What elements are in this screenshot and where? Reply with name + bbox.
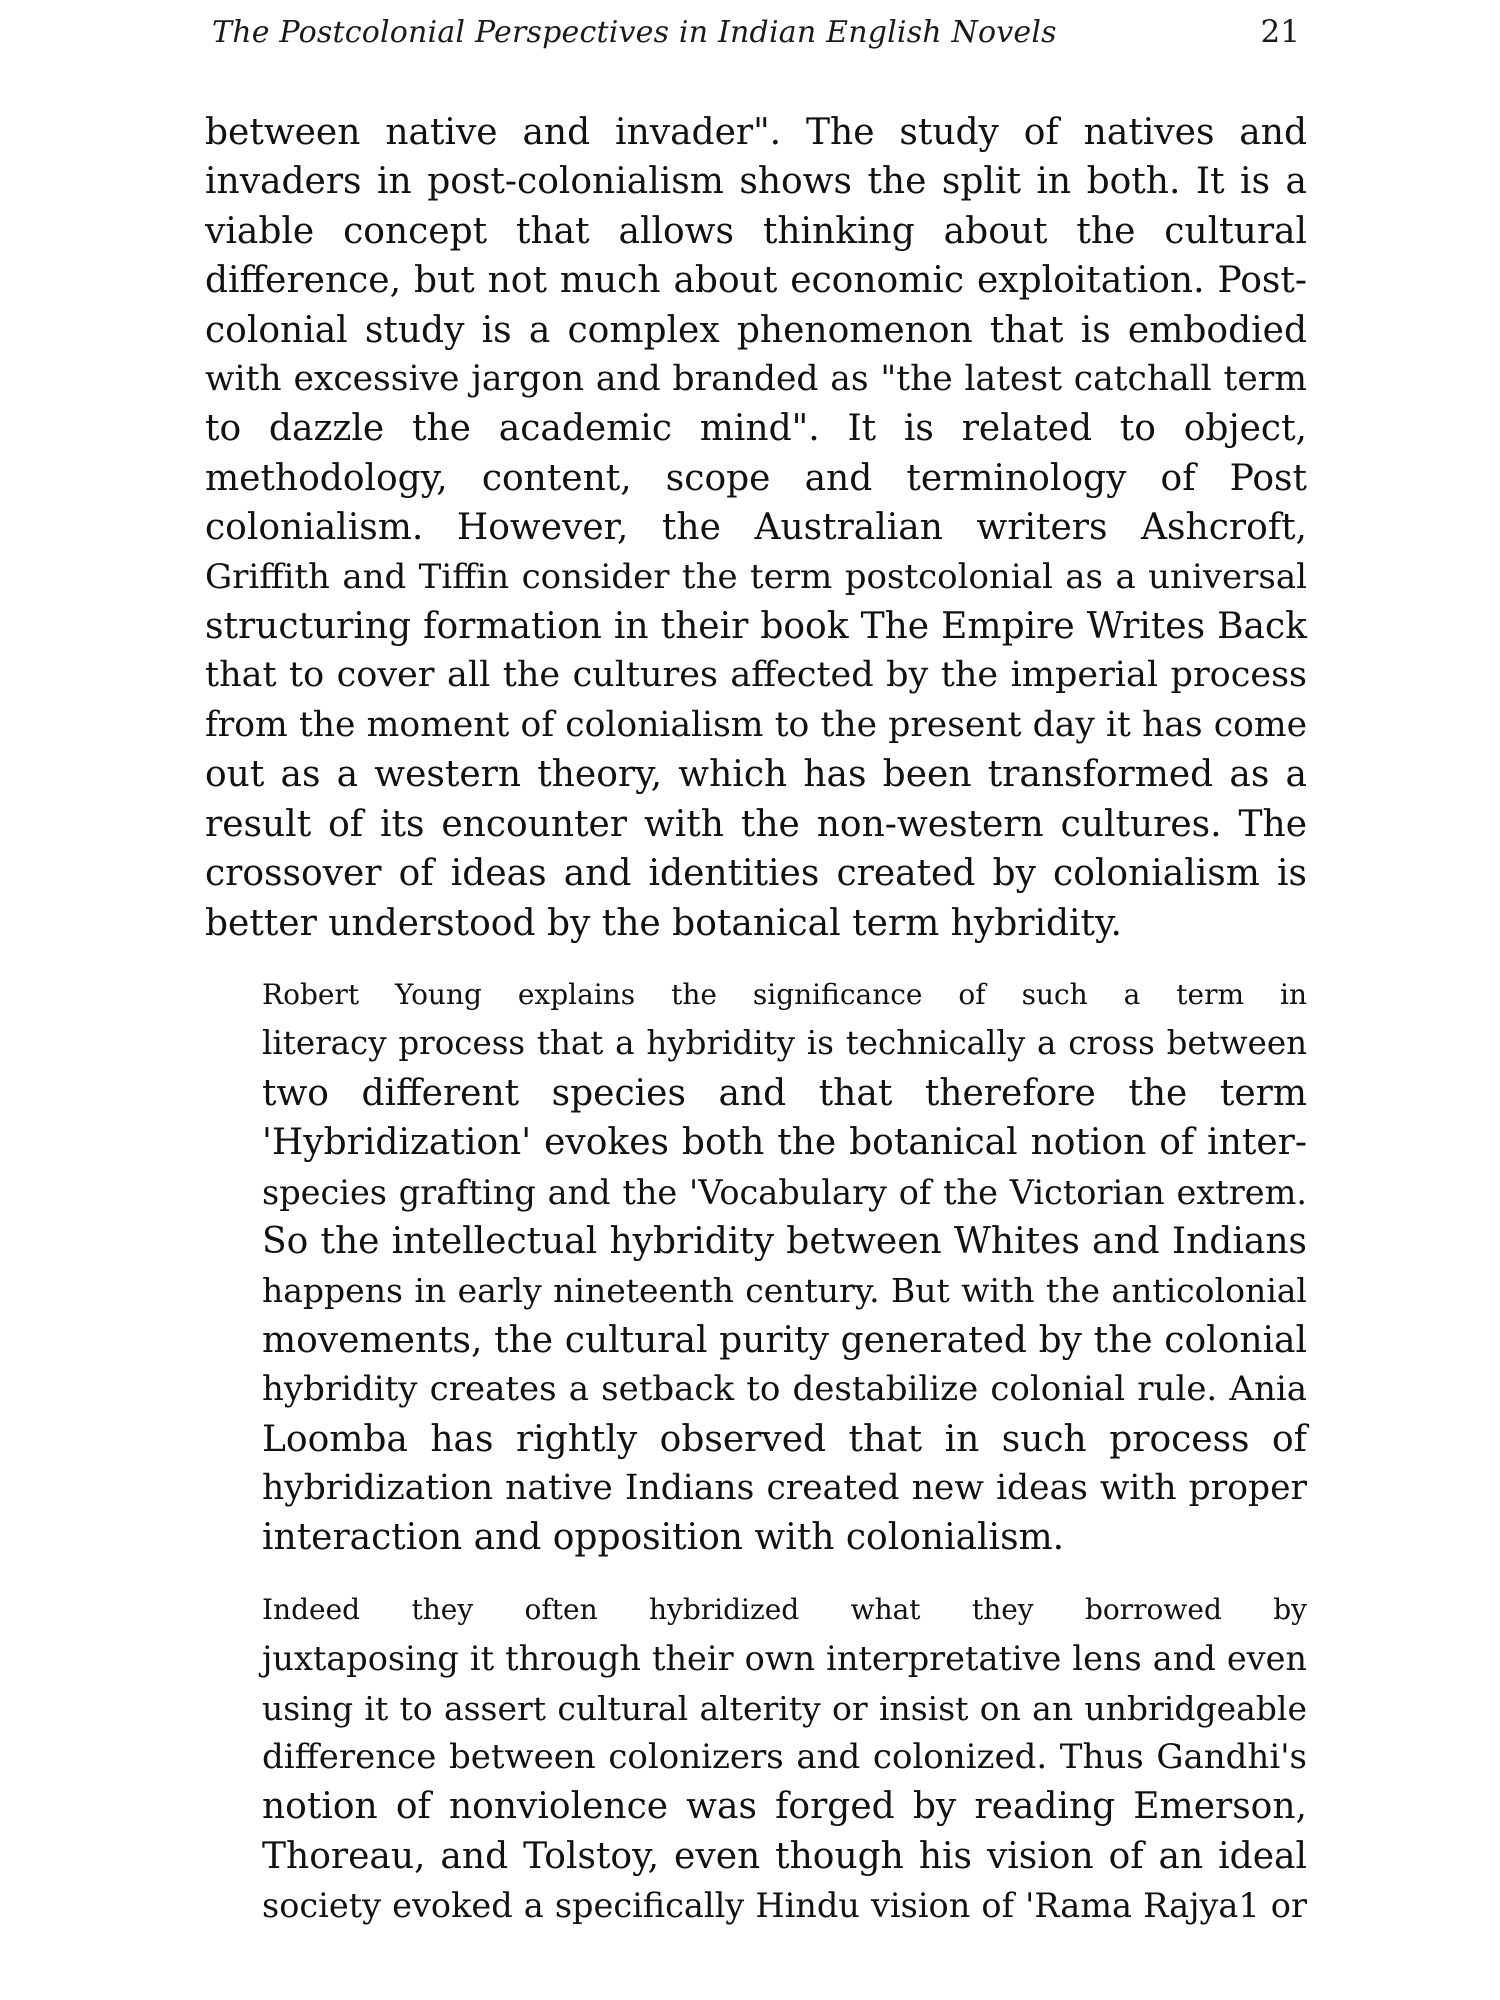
text-line: difference, but not much about economic exploitation. Post- xyxy=(205,260,1307,302)
text-line: viable concept that allows thinking about the cultural xyxy=(205,210,1307,252)
text-line: 'Hybridization' evokes both the botanical notion of inter- xyxy=(262,1122,1307,1164)
text-line: So the intellectual hybridity between Whites and Indians xyxy=(262,1220,1307,1262)
text-line: hybridization native Indians created new ideas with proper xyxy=(262,1467,1307,1508)
text-line: society evoked a specifically Hindu vision of 'Rama Rajya1 or xyxy=(262,1886,1307,1926)
running-title: The Postcolonial Perspectives in Indian English Novels xyxy=(212,15,1057,50)
text-line: Griffith and Tiffin consider the term postcolonial as a universal xyxy=(205,556,1307,597)
text-line: structuring formation in their book The Empire Writes Back xyxy=(205,606,1307,648)
text-line: colonialism. However, the Australian writers Ashcroft, xyxy=(205,507,1307,549)
text-line: Loomba has rightly observed that in such process of xyxy=(262,1418,1307,1460)
paragraph-3 xyxy=(205,1585,1307,1931)
text-line: colonial study is a complex phenomenon that is embodied xyxy=(205,309,1307,351)
text-line: Robert Young explains the significance of such a term in xyxy=(262,977,1307,1011)
text-line: from the moment of colonialism to the present day it has come xyxy=(205,704,1307,745)
paragraph-2 xyxy=(205,970,1307,1563)
text-line: hybridity creates a setback to destabilize colonial rule. Ania xyxy=(262,1369,1307,1410)
paragraph-1 xyxy=(205,108,1307,948)
text-line: interaction and opposition with colonialism. xyxy=(262,1517,1065,1559)
text-line: to dazzle the academic mind". It is related to object, xyxy=(205,408,1307,450)
text-line: with excessive jargon and branded as "the latest catchall term xyxy=(205,359,1307,400)
page-number: 21 xyxy=(1260,14,1300,50)
text-line: out as a western theory, which has been transformed as a xyxy=(205,754,1307,796)
text-line: Indeed they often hybridized what they borrowed by xyxy=(262,1592,1307,1626)
text-line: movements, the cultural purity generated by the colonial xyxy=(262,1319,1307,1361)
text-line: better understood by the botanical term hybridity. xyxy=(205,902,1122,944)
text-line: juxtaposing it through their own interpretative lens and even xyxy=(262,1639,1307,1679)
text-line: using it to assert cultural alterity or insist on an unbridgeable xyxy=(262,1688,1307,1728)
text-line: happens in early nineteenth century. But with the anticolonial xyxy=(262,1271,1307,1311)
text-line: species grafting and the 'Vocabulary of the Victorian extrem. xyxy=(262,1172,1307,1212)
text-line: crossover of ideas and identities created by colonialism is xyxy=(205,853,1307,895)
text-line: difference between colonizers and colonized. Thus Gandhi's xyxy=(262,1737,1307,1777)
text-line: methodology, content, scope and terminology of Post xyxy=(205,457,1307,499)
running-header xyxy=(212,14,1300,68)
text-line: two different species and that therefore the term xyxy=(262,1072,1307,1114)
text-line: invaders in post-colonialism shows the split in both. It is a xyxy=(205,161,1307,203)
text-line: between native and invader". The study of natives and xyxy=(205,112,1307,153)
body-text xyxy=(205,108,1307,1931)
text-line: literacy process that a hybridity is technically a cross between xyxy=(262,1024,1307,1063)
text-line: Thoreau, and Tolstoy, even though his vision of an ideal xyxy=(262,1835,1307,1877)
text-line: result of its encounter with the non-western cultures. The xyxy=(205,803,1307,845)
text-line: notion of nonviolence was forged by reading Emerson, xyxy=(262,1786,1307,1828)
text-line: that to cover all the cultures affected by the imperial process xyxy=(205,655,1307,696)
